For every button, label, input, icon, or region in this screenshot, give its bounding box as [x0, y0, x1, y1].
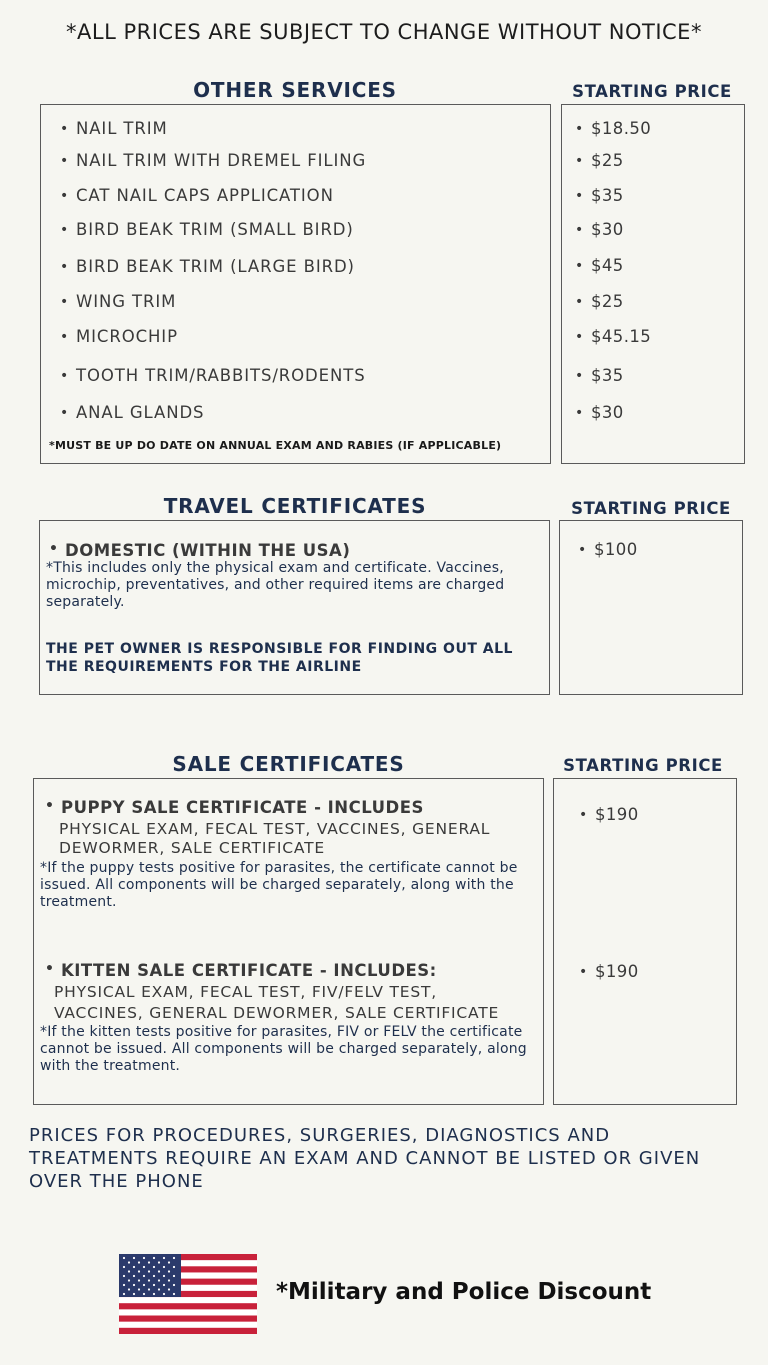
travel-certificates-title: TRAVEL CERTIFICATES	[163, 494, 427, 518]
list-item: • NAIL TRIM	[76, 119, 168, 138]
list-item: • TOOTH TRIM/RABBITS/RODENTS	[76, 366, 366, 385]
list-item: • CAT NAIL CAPS APPLICATION	[76, 186, 334, 205]
other-services-title: OTHER SERVICES	[193, 78, 397, 102]
price-value: • $190	[595, 962, 639, 981]
kitten-includes-line2: VACCINES, GENERAL DEWORMER, SALE CERTIFICATE	[54, 1004, 500, 1022]
sale-price-header: STARTING PRICE	[563, 756, 723, 775]
travel-warning: THE PET OWNER IS RESPONSIBLE FOR FINDING OUT ALL THE REQUIREMENTS FOR THE AIRLINE	[46, 641, 513, 675]
price-value: • $18.50	[591, 119, 651, 138]
price-value: • $25	[591, 292, 624, 311]
price-value: • $45	[591, 256, 624, 275]
price-change-notice: *ALL PRICES ARE SUBJECT TO CHANGE WITHOUT NOTICE*	[66, 20, 702, 44]
travel-price-header: STARTING PRICE	[571, 499, 731, 518]
price-value: • $30	[591, 220, 624, 239]
price-value: • $45.15	[591, 327, 651, 346]
kitten-sale-certificate: • KITTEN SALE CERTIFICATE - INCLUDES:	[61, 961, 437, 980]
travel-note: *This includes only the physical exam and certificate. Vaccines, microchip, preventatives, and other required items are charged separately.	[46, 560, 505, 610]
list-item: • BIRD BEAK TRIM (LARGE BIRD)	[76, 257, 355, 276]
list-item: • MICROCHIP	[76, 327, 178, 346]
us-flag-icon	[119, 1254, 257, 1334]
other-services-price-box	[561, 104, 745, 464]
travel-price-box	[559, 520, 743, 695]
list-item: • WING TRIM	[76, 292, 176, 311]
military-police-discount: *Military and Police Discount	[276, 1279, 652, 1305]
kitten-includes-line1: PHYSICAL EXAM, FECAL TEST, FIV/FELV TEST,	[54, 983, 438, 1001]
price-value: • $25	[591, 151, 624, 170]
sale-box	[33, 778, 544, 1105]
travel-item-domestic: • DOMESTIC (WITHIN THE USA)	[65, 541, 350, 560]
puppy-includes-line2: DEWORMER, SALE CERTIFICATE	[59, 839, 325, 857]
list-item: • BIRD BEAK TRIM (SMALL BIRD)	[76, 220, 354, 239]
puppy-includes-line1: PHYSICAL EXAM, FECAL TEST, VACCINES, GENERAL	[59, 820, 491, 838]
list-item: • ANAL GLANDS	[76, 403, 204, 422]
list-item: • NAIL TRIM WITH DREMEL FILING	[76, 151, 366, 170]
kitten-note: *If the kitten tests positive for parasites, FIV or FELV the certificate cannot be issued. All components will be charged separately, along with the treatment.	[40, 1024, 527, 1074]
travel-box	[39, 520, 550, 695]
procedures-notice: PRICES FOR PROCEDURES, SURGERIES, DIAGNOSTICS AND TREATMENTS REQUIRE AN EXAM AND CANNOT BE LISTED OR GIVEN OVER THE PHONE	[29, 1125, 701, 1192]
other-services-price-header: STARTING PRICE	[572, 82, 732, 101]
other-services-footnote: *MUST BE UP DO DATE ON ANNUAL EXAM AND RABIES (IF APPLICABLE)	[49, 439, 502, 452]
other-services-box	[40, 104, 551, 464]
price-value: • $35	[591, 366, 624, 385]
puppy-note: *If the puppy tests positive for parasites, the certificate cannot be issued. All components will be charged separately, along with the treatment.	[40, 860, 518, 910]
sale-price-box	[553, 778, 737, 1105]
price-value: • $190	[595, 805, 639, 824]
sale-certificates-title: SALE CERTIFICATES	[172, 752, 405, 776]
price-value: • $30	[591, 403, 624, 422]
price-value: • $100	[594, 540, 638, 559]
price-value: • $35	[591, 186, 624, 205]
puppy-sale-certificate: • PUPPY SALE CERTIFICATE - INCLUDES	[61, 798, 424, 817]
